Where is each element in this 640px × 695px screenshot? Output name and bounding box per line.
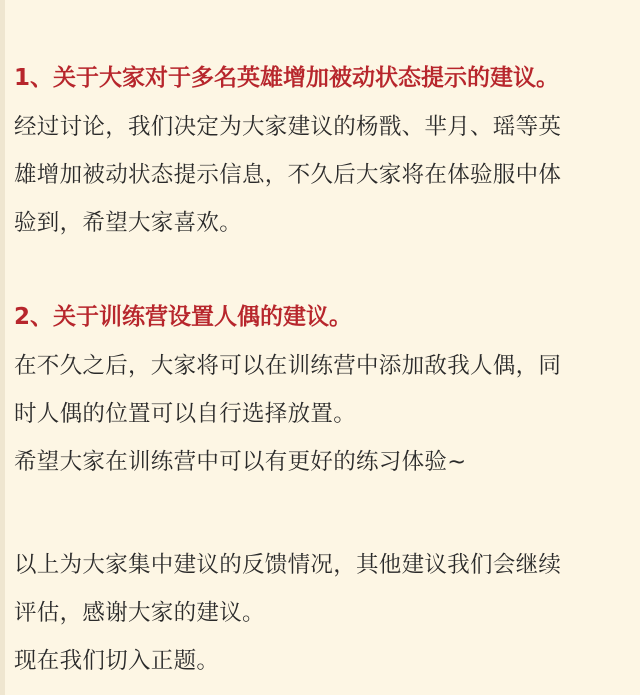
closing-line-2: 评估，感谢大家的建议。	[14, 600, 265, 626]
section-1-line-3: 验到，希望大家喜欢。	[14, 210, 243, 236]
closing-line-1: 以上为大家集中建议的反馈情况，其他建议我们会继续	[14, 552, 562, 578]
section-2-line-3: 希望大家在训练营中可以有更好的练习体验~	[14, 449, 467, 475]
section-hero-status-hints	[14, 62, 626, 247]
section-1-line-1: 经过讨论，我们决定为大家建议的杨戬、芈月、瑶等英	[14, 114, 562, 140]
spacer	[14, 247, 626, 301]
left-edge-divider	[0, 0, 5, 695]
spacer	[14, 486, 626, 541]
section-training-dummies	[14, 301, 626, 486]
section-2-line-2: 时人偶的位置可以自行选择放置。	[14, 401, 357, 427]
closing-section	[14, 541, 626, 685]
section-1-line-2: 雄增加被动状态提示信息，不久后大家将在体验服中体	[14, 162, 562, 188]
closing-line-3: 现在我们切入正题。	[14, 648, 220, 674]
section-2-heading: 2、关于训练营设置人偶的建议。	[14, 304, 353, 330]
section-2-line-1: 在不久之后，大家将可以在训练营中添加敌我人偶，同	[14, 353, 562, 379]
section-1-heading: 1、关于大家对于多名英雄增加被动状态提示的建议。	[14, 65, 560, 91]
